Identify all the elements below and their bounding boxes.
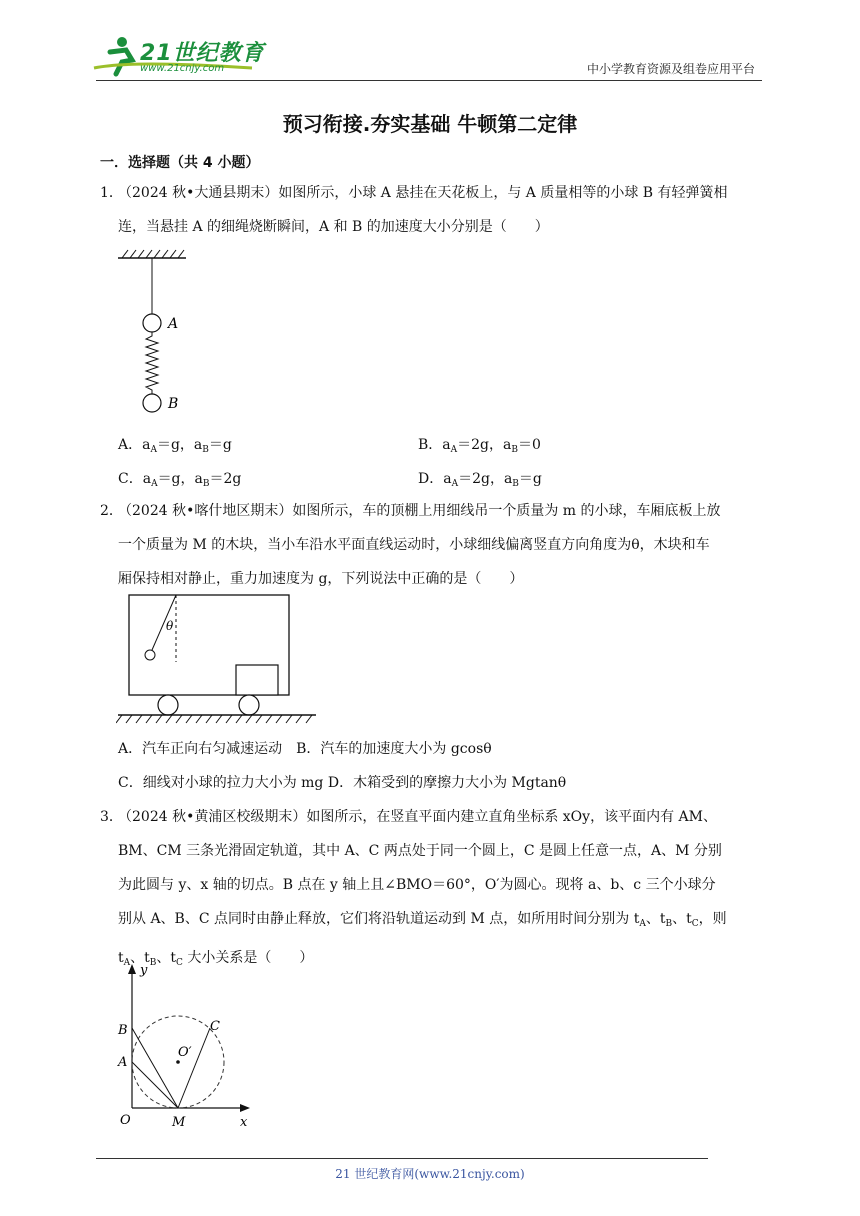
question-text: 厢保持相对静止，重力加速度为 g，下列说法中正确的是（ ） bbox=[118, 571, 524, 587]
platform-name: 中小学教育资源及组卷应用平台 bbox=[586, 62, 755, 76]
footer-divider bbox=[96, 1158, 708, 1159]
option-b[interactable]: B．$a_A=2g$，$a_B=0$ bbox=[418, 437, 541, 455]
page-title: 预习衔接.夯实基础 牛顿第二定律 bbox=[282, 112, 578, 136]
center-label: O′ bbox=[178, 1045, 192, 1060]
question-text: （2024 秋•黄浦区校级期末）如图所示，在竖直平面内建立直角坐标系 xOy，该平面内有 AM、 bbox=[118, 809, 717, 825]
question-number: 1． bbox=[100, 185, 123, 201]
question-text: （2024 秋•大通县期末）如图所示，小球 A 悬挂在天花板上，与 A 质量相等的小球 B 有轻弹簧相 bbox=[118, 185, 728, 201]
logo-url: www.21cnjy.com bbox=[140, 63, 225, 74]
options-ab[interactable]: A．汽车正向右匀减速运动 B．汽车的加速度大小为 gcosθ bbox=[118, 741, 492, 757]
y-axis-label: y bbox=[140, 963, 148, 978]
options-cd[interactable]: C．细线对小球的拉力大小为 mg D．木箱受到的摩擦力大小为 Mgtanθ bbox=[118, 775, 567, 791]
theta-label: θ bbox=[166, 619, 174, 633]
section-heading: 一．选择题（共 4 小题） bbox=[100, 155, 260, 171]
question-text: $t_A$、$t_B$、$t_C$ 大小关系是（ ） bbox=[118, 950, 314, 968]
question-text: 为此圆与 y、x 轴的切点。B 点在 y 轴上且∠BMO＝60°，O′为圆心。现将 a、b、c 三个小球分 bbox=[118, 877, 716, 893]
option-a[interactable]: A．$a_A=g$，$a_B=g$ bbox=[118, 437, 232, 455]
label-b: B bbox=[168, 396, 179, 412]
question-number: 3． bbox=[100, 809, 123, 825]
car-pendulum-figure bbox=[116, 592, 322, 728]
question-text: 一个质量为 M 的木块，当小车沿水平面直线运动时，小球细线偏离竖直方向角度为θ，木块和车 bbox=[118, 537, 710, 553]
point-m-label: M bbox=[172, 1115, 186, 1130]
question-1 bbox=[100, 176, 768, 244]
coordinate-track-figure bbox=[112, 962, 262, 1130]
point-c-label: C bbox=[210, 1019, 220, 1034]
origin-label: O bbox=[120, 1113, 131, 1128]
footer-text[interactable]: 21 世纪教育网(www.21cnjy.com) bbox=[335, 1167, 525, 1181]
option-c[interactable]: C．$a_A=g$，$a_B=2g$ bbox=[118, 471, 242, 489]
point-a-label: A bbox=[118, 1055, 128, 1070]
question-number: 2． bbox=[100, 503, 123, 519]
question-text: （2024 秋•喀什地区期末）如图所示，车的顶棚上用细线吊一个质量为 m 的小球，车厢底板上放 bbox=[118, 503, 721, 519]
header-divider bbox=[96, 80, 762, 81]
question-text: 连，当悬挂 A 的细绳烧断瞬间，A 和 B 的加速度大小分别是（ ） bbox=[118, 219, 549, 235]
spring-ball-figure bbox=[112, 248, 202, 418]
question-3 bbox=[100, 800, 768, 980]
option-d[interactable]: D．$a_A=2g$，$a_B=g$ bbox=[418, 471, 542, 489]
question-text: BM、CM 三条光滑固定轨道，其中 A、C 两点处于同一个圆上，C 是圆上任意一点，A、M 分别 bbox=[118, 843, 722, 859]
logo-text: 21世纪教育 bbox=[140, 41, 265, 66]
question-2 bbox=[100, 494, 768, 596]
question-text: 别从 A、B、C 点同时由静止释放，它们将沿轨道运动到 M 点，如所用时间分别为 $t_A$、$t_B$、$t_C$，则 bbox=[118, 911, 727, 929]
point-b-label: B bbox=[118, 1023, 128, 1038]
label-a: A bbox=[168, 316, 179, 332]
x-axis-label: x bbox=[240, 1115, 248, 1130]
